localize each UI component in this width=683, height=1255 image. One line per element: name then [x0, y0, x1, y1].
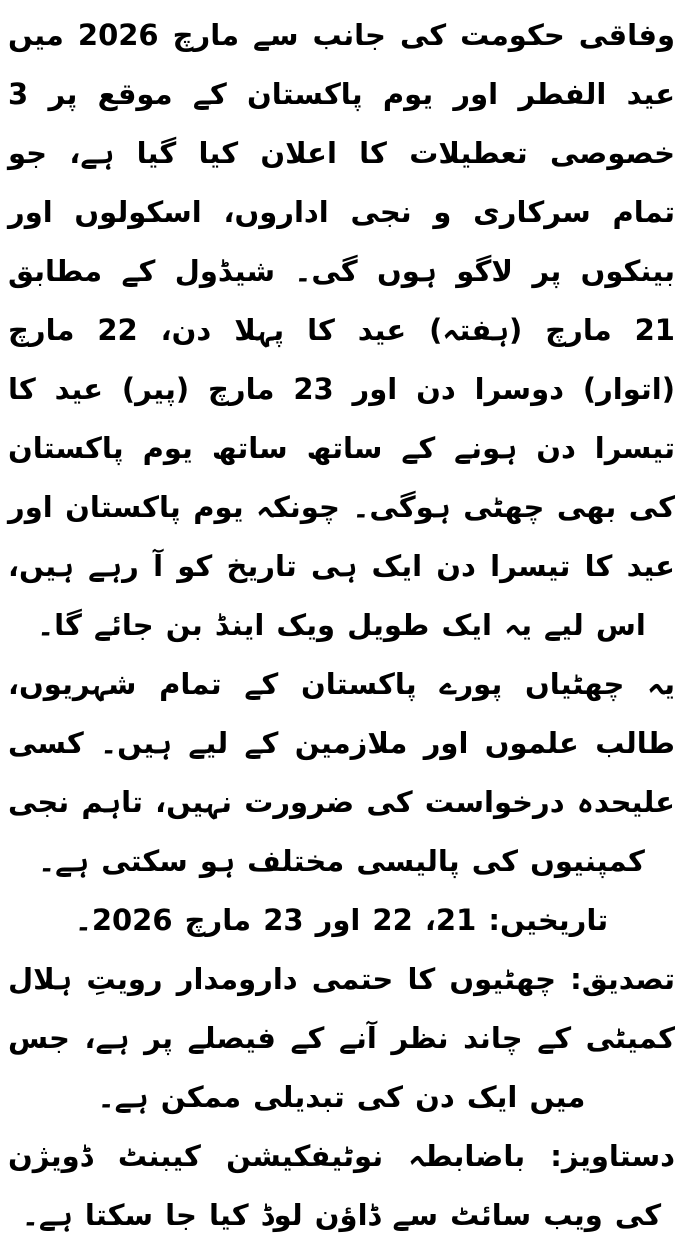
- paragraph-announcement: وفاقی حکومت کی جانب سے مارچ 2026 میں عید الفطر اور یوم پاکستان کے موقع پر 3 خصوصی تعطیلات کا اعلان کیا گیا ہے، جو تمام سرکاری و نجی اداروں، اسکولوں اور بینکوں پر لاگو ہوں گی۔ شیڈول کے مطابق 21 مارچ (ہفتہ) عید کا پہلا دن، 22 مارچ (اتوار) دوسرا دن اور 23 مارچ (پیر) عید کا تیسرا دن ہونے کے ساتھ ساتھ یوم پاکستان کی بھی چھٹی ہوگی۔ چونکہ یوم پاکستان اور عید کا تیسرا دن ایک ہی تاریخ کو آ رہے ہیں، اس لیے یہ ایک طویل ویک اینڈ بن جائے گا۔: [8, 18, 675, 642]
- paragraph-document-source: دستاویز: باضابطہ نوٹیفکیشن کیبنٹ ڈویژن کی ویب سائٹ سے ڈاؤن لوڈ کیا جا سکتا ہے۔: [8, 1139, 675, 1232]
- paragraph-dates: تاریخیں: 21، 22 اور 23 مارچ 2026۔: [74, 903, 609, 937]
- paragraph-applicability: یہ چھٹیاں پورے پاکستان کے تمام شہریوں، طالب علموں اور ملازمین کے لیے ہیں۔ کسی علیحدہ درخواست کی ضرورت نہیں، تاہم نجی کمپنیوں کی پالیسی مختلف ہو سکتی ہے۔: [8, 667, 675, 878]
- paragraph-confirmation: تصدیق: چھٹیوں کا حتمی دارومدار رویتِ ہلال کمیٹی کے چاند نظر آنے کے فیصلے پر ہے، جس میں ایک دن کی تبدیلی ممکن ہے۔: [8, 962, 675, 1114]
